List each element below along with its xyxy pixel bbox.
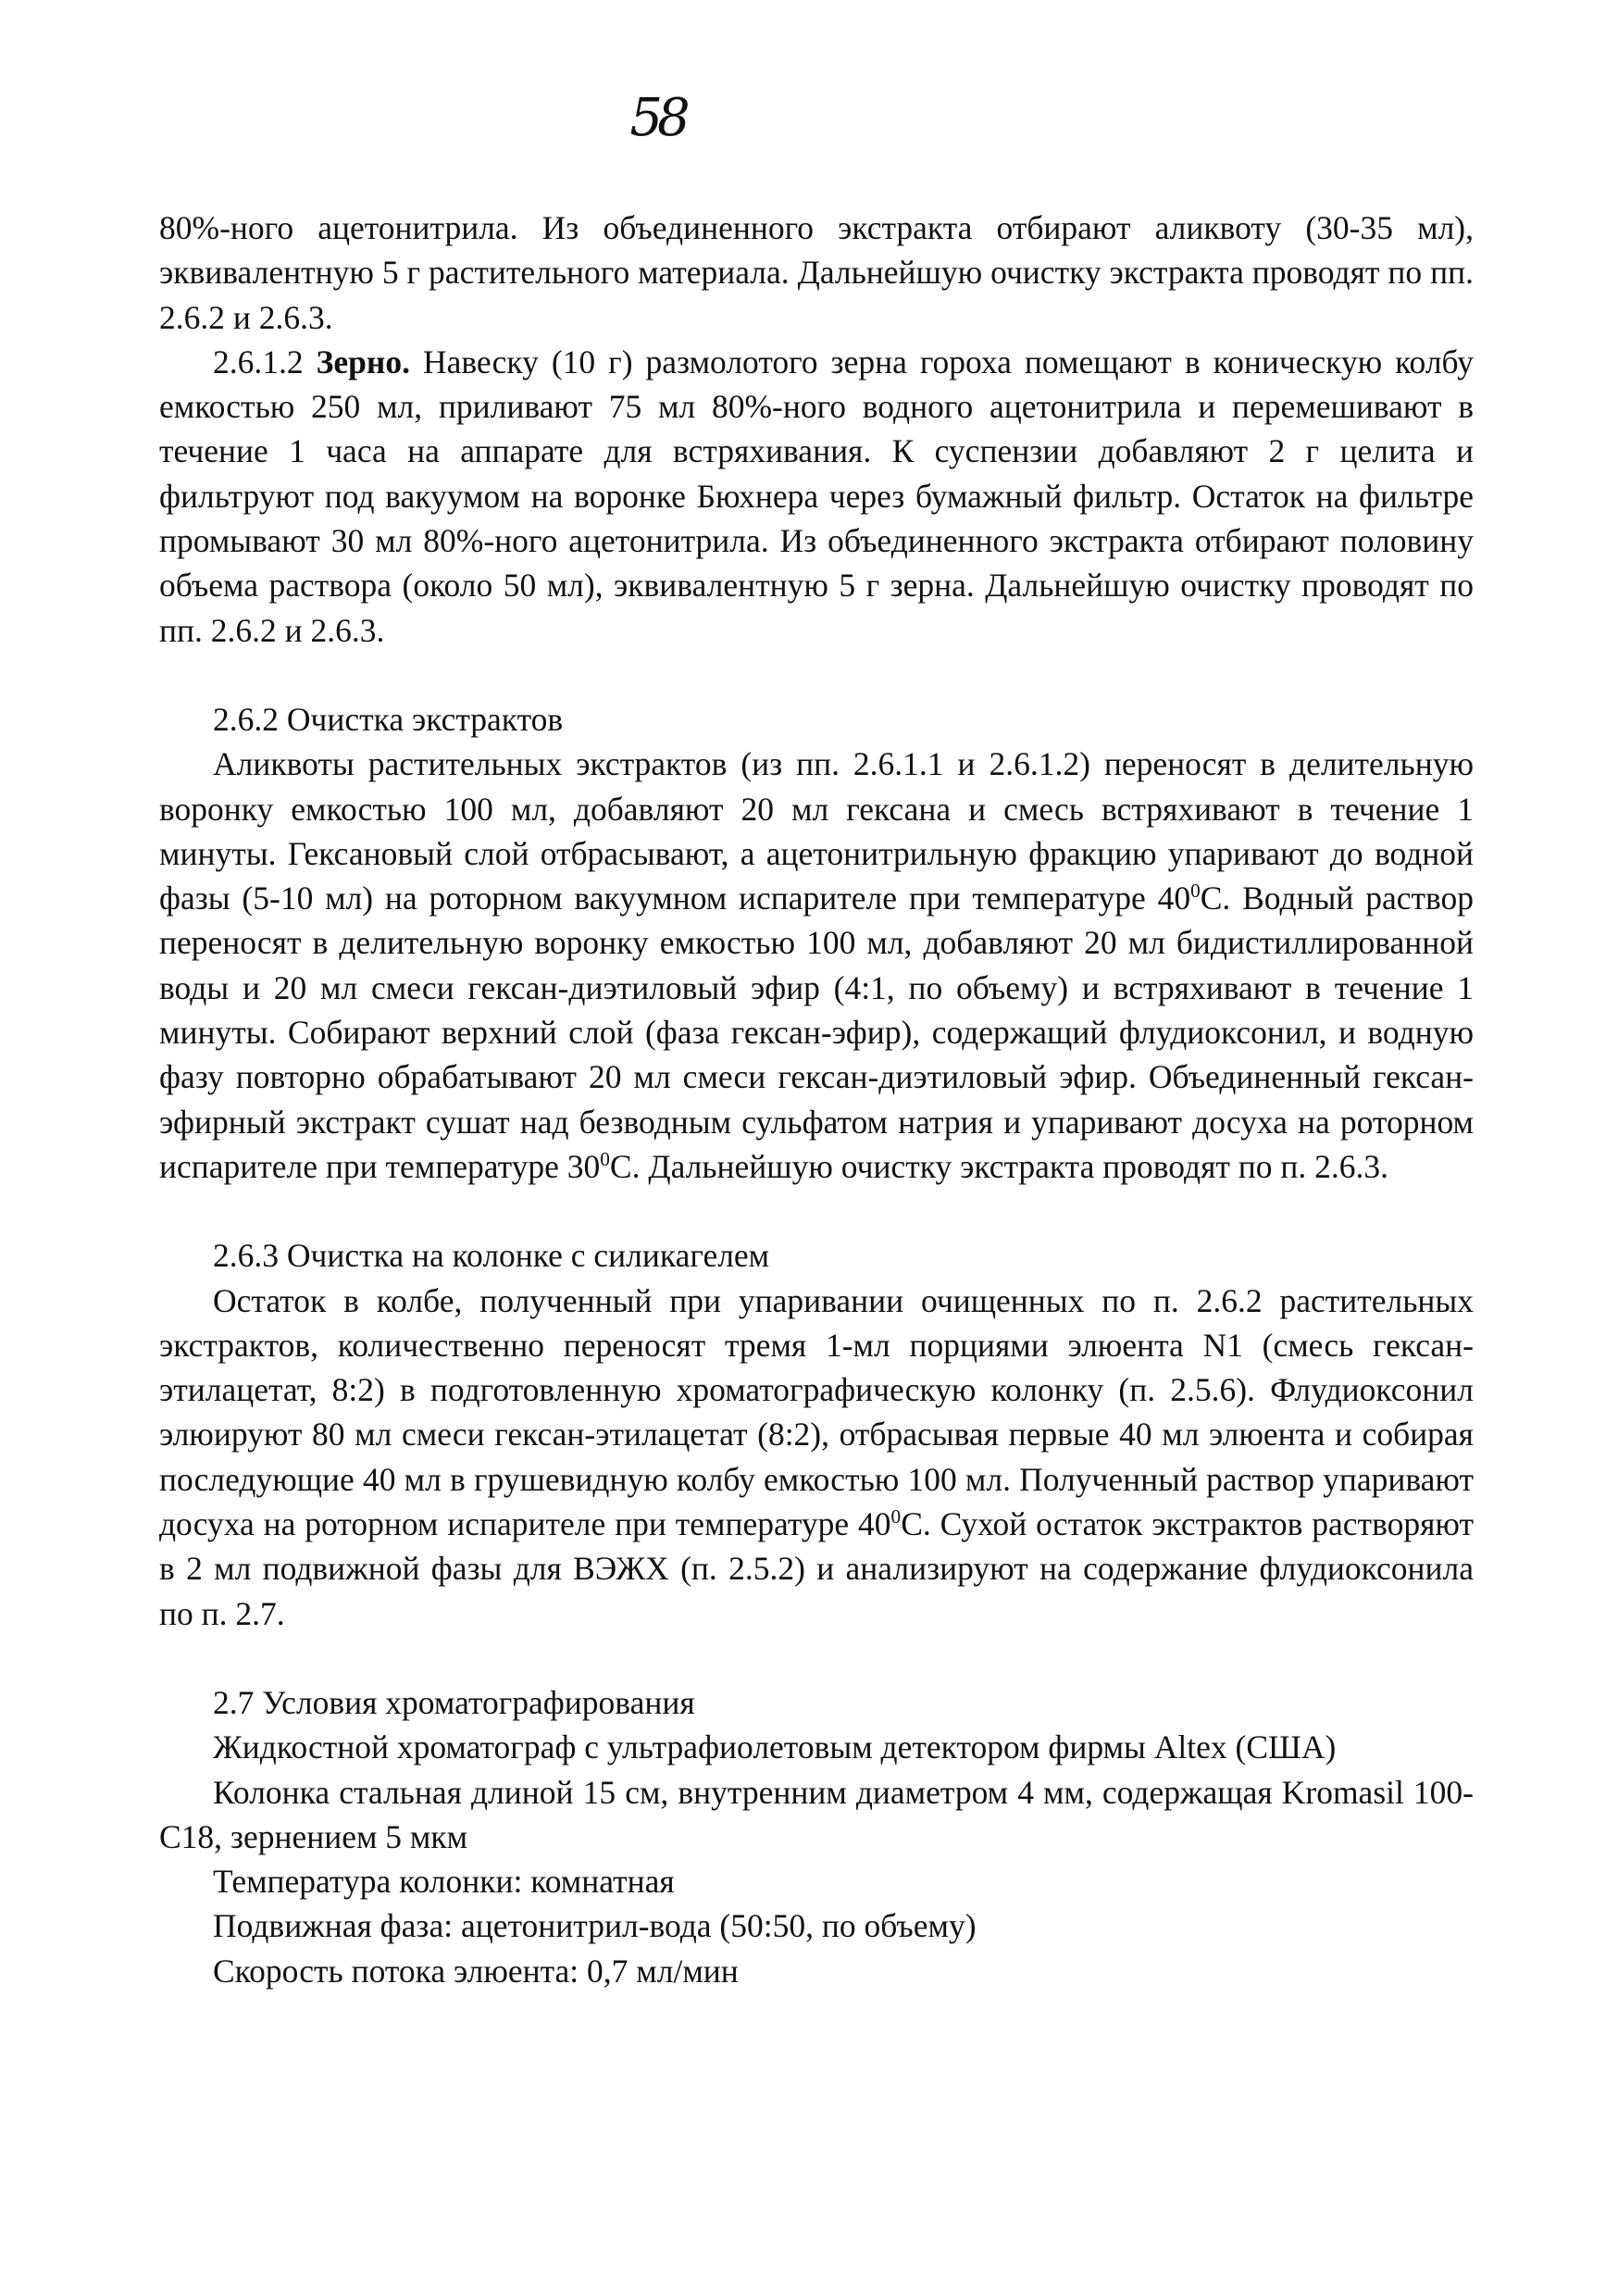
line-flow-rate: Скорость потока элюента: 0,7 мл/мин — [213, 1952, 739, 1990]
heading-2-6-2: 2.6.2 Очистка экстрактов — [213, 700, 564, 738]
line-mobile-phase: Подвижная фаза: ацетонитрил-вода (50:50, по объему) — [213, 1907, 977, 1945]
heading-2-7: 2.7 Условия хроматографирования — [213, 1683, 695, 1721]
column-text-part-2: С. Сухой остаток экстрактов растворяют в 2 мл подвижной фазы для ВЭЖХ (п. 2.5.2) и анализируют на содержание флудиоксонила по п. 2.7. — [159, 1505, 1474, 1632]
document-body — [159, 206, 1474, 1993]
heading-2-6-3: 2.6.3 Очистка на колонке с силикагелем — [213, 1237, 770, 1275]
cleanup-text-part-3: С. Дальнейшую очистку экстракта проводят по п. 2.6.3. — [609, 1147, 1389, 1185]
grain-text: Навеску (10 г) размолотого зерна гороха помещают в коническую колбу емкостью 250 мл, приливают 75 мл 80%-ного водного ацетонитрила и перемешивают в течение 1 часа на аппарате для встряхивания. К суспензии добавляют 2 г целита и фильтруют под вакуумом на воронке Бюхнера через бумажный фильтр. Остаток на фильтре промывают 30 мл 80%-ного ацетонитрила. Из объединенного экстракта отбирают половину объема раствора (около 50 мл), эквивалентную 5 г зерна. Дальнейшую очистку проводят по пп. 2.6.2 и 2.6.3. — [159, 343, 1475, 649]
paragraph-chromatograph: Жидкостной хроматограф с ультрафиолетовым детектором фирмы Altex (США) — [213, 1728, 1337, 1766]
degree-superscript: 0 — [1190, 880, 1201, 903]
paragraph-silica-column — [159, 1279, 1474, 1636]
degree-superscript: 0 — [600, 1148, 610, 1171]
degree-superscript: 0 — [890, 1505, 902, 1529]
page-number: 58 — [629, 88, 685, 148]
grain-subheading: Зерно. — [316, 343, 410, 381]
column-text-part-1: Остаток в колбе, полученный при упаривании очищенных по п. 2.6.2 растительных экстрактов, количественно переносят тремя 1-мл порциями элюента N1 (смесь гексан-этилацетат, 8:2) в подготовленную хроматографическую колонку (п. 2.5.6). Флудиоксонил элюируют 80 мл смеси гексан-этилацетат (8:2), отбрасывая первые 40 мл элюента и собирая последующие 40 мл в грушевидную колбу емкостью 100 мл. Полученный раствор упаривают досуха на роторном испарителе при температуре 40 — [159, 1281, 1474, 1543]
paragraph-extract-aliquot: 80%-ного ацетонитрила. Из объединенного экстракта отбирают аликвоту (30-35 мл), эквивалентную 5 г растительного материала. Дальнейшую очистку экстракта проводят по пп. 2.6.2 и 2.6.3. — [159, 209, 1474, 336]
section-number-2612: 2.6.1.2 — [213, 343, 304, 381]
paragraph-column-spec: Колонка стальная длиной 15 см, внутренним диаметром 4 мм, содержащая Kromasil 100-C18, зернением 5 мкм — [159, 1773, 1474, 1855]
cleanup-text-part-2: С. Водный раствор переносят в делительную воронку емкостью 100 мл, добавляют 20 мл бидистиллированной воды и 20 мл смеси гексан-диэтиловый эфир (4:1, по объему) и встряхивают в течение 1 минуты. Собирают верхний слой (фаза гексан-эфир), содержащий флудиоксонил, и водную фазу повторно обрабатывают 20 мл смеси гексан-диэтиловый эфир. Объединенный гексан-эфирный экстракт сушат над безводным сульфатом натрия и упаривают досуха на роторном испарителе при температуре 30 — [159, 880, 1475, 1185]
cleanup-text-part-1: Аликвоты растительных экстрактов (из пп. 2.6.1.1 и 2.6.1.2) переносят в делительную воронку емкостью 100 мл, добавляют 20 мл гексана и смесь встряхивают в течение 1 минуты. Гексановый слой отбрасывают, а ацетонитрильную фракцию упаривают до водной фазы (5-10 мл) на роторном вакуумном испарителе при температуре 40 — [159, 745, 1474, 917]
line-column-temperature: Температура колонки: комнатная — [213, 1863, 675, 1901]
paragraph-extract-cleanup — [159, 742, 1474, 1189]
paragraph-grain — [159, 340, 1474, 653]
